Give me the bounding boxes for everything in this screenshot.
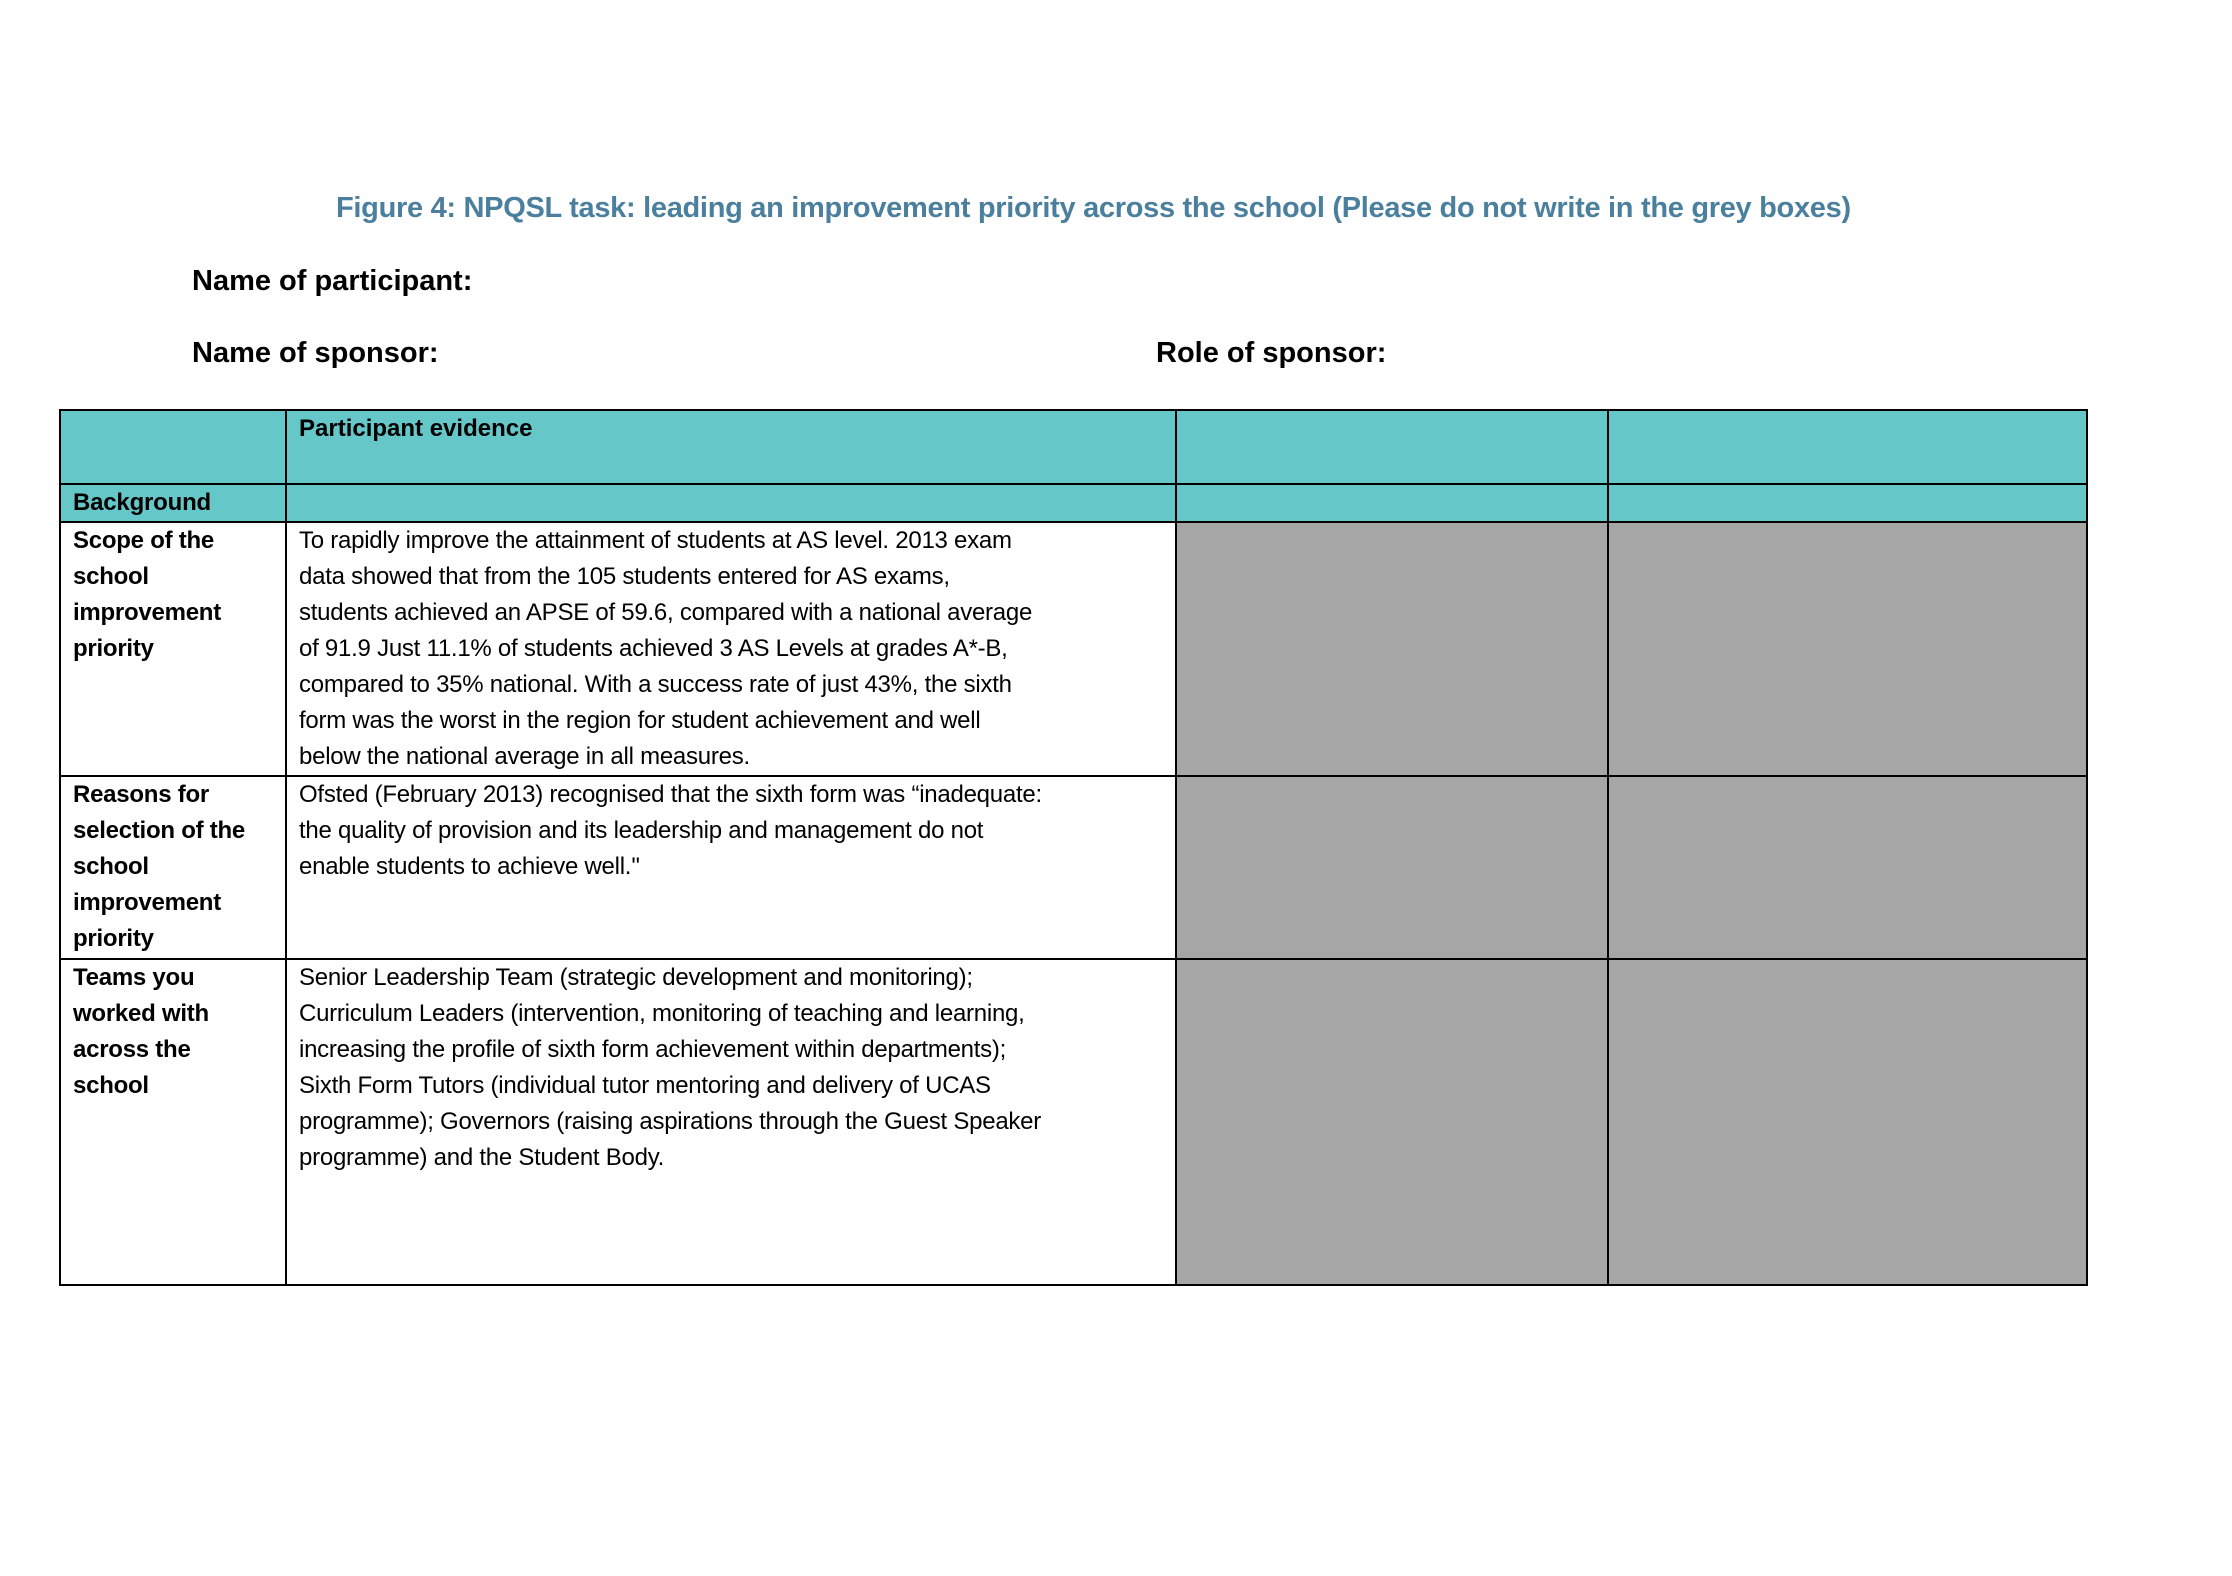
label-line: priority <box>73 635 154 662</box>
grey-box-teams-col3 <box>1176 959 1608 1285</box>
sponsor-role-label: Role of sponsor: <box>1156 337 1387 369</box>
evidence-line: compared to 35% national. With a success rate of just 43%, the sixth <box>299 671 1012 698</box>
evidence-line: Curriculum Leaders (intervention, monitoring of teaching and learning, <box>299 1000 1025 1027</box>
label-line: across the <box>73 1036 191 1063</box>
label-line: Scope of the <box>73 527 215 554</box>
label-line: improvement <box>73 889 221 916</box>
evidence-cell-teams[interactable] <box>286 959 1176 1285</box>
table-header-row <box>60 410 2087 484</box>
evidence-line: Sixth Form Tutors (individual tutor mentoring and delivery of UCAS <box>299 1072 991 1099</box>
grey-box-reasons-col3 <box>1176 776 1608 959</box>
table-row-scope <box>60 522 2087 776</box>
evidence-line: Senior Leadership Team (strategic development and monitoring); <box>299 964 973 991</box>
grey-box-scope-col3 <box>1176 522 1608 776</box>
header-cell-col4 <box>1608 410 2087 484</box>
label-line: Teams you <box>73 964 195 991</box>
evidence-line: increasing the profile of sixth form achievement within departments); <box>299 1036 1007 1063</box>
label-line: priority <box>73 925 154 952</box>
evidence-line: To rapidly improve the attainment of students at AS level. 2013 exam <box>299 527 1012 554</box>
label-line: school <box>73 853 149 880</box>
label-line: Reasons for <box>73 781 209 808</box>
label-line: selection of the <box>73 817 246 844</box>
sponsor-name-label: Name of sponsor: <box>192 337 439 369</box>
evidence-line: students achieved an APSE of 59.6, compared with a national average <box>299 599 1033 626</box>
evidence-line: form was the worst in the region for student achievement and well <box>299 707 981 734</box>
header-cell-blank <box>60 410 286 484</box>
label-line: school <box>73 563 149 590</box>
header-participant-evidence: Participant evidence <box>286 410 1176 484</box>
evidence-line: below the national average in all measures. <box>299 743 750 770</box>
label-line: school <box>73 1072 149 1099</box>
improvement-priority-table <box>59 409 2088 1286</box>
label-line: worked with <box>73 1000 209 1027</box>
table-row-reasons <box>60 776 2087 959</box>
row-label-reasons <box>60 776 286 959</box>
evidence-cell-scope[interactable] <box>286 522 1176 776</box>
evidence-line: data showed that from the 105 students entered for AS exams, <box>299 563 950 590</box>
grey-box-teams-col4 <box>1608 959 2087 1285</box>
section-cell-col3 <box>1176 484 1608 522</box>
evidence-line: programme); Governors (raising aspirations through the Guest Speaker <box>299 1108 1042 1135</box>
header-cell-col3 <box>1176 410 1608 484</box>
grey-box-scope-col4 <box>1608 522 2087 776</box>
figure-title: Figure 4: NPQSL task: leading an improvement priority across the school (Please do not write in the grey boxes) <box>336 192 1851 224</box>
section-label-background: Background <box>60 484 286 522</box>
section-cell-evidence <box>286 484 1176 522</box>
evidence-cell-reasons[interactable] <box>286 776 1176 959</box>
label-line: improvement <box>73 599 221 626</box>
grey-box-reasons-col4 <box>1608 776 2087 959</box>
section-row-background <box>60 484 2087 522</box>
evidence-line: the quality of provision and its leadership and management do not <box>299 817 984 844</box>
evidence-line: enable students to achieve well.'' <box>299 853 640 880</box>
row-label-scope <box>60 522 286 776</box>
table-row-teams <box>60 959 2087 1285</box>
evidence-line: Ofsted (February 2013) recognised that the sixth form was “inadequate: <box>299 781 1042 808</box>
row-label-teams <box>60 959 286 1285</box>
section-cell-col4 <box>1608 484 2087 522</box>
evidence-line: programme) and the Student Body. <box>299 1144 665 1171</box>
participant-name-label: Name of participant: <box>192 265 473 297</box>
evidence-line: of 91.9 Just 11.1% of students achieved 3 AS Levels at grades A*-B, <box>299 635 1008 662</box>
